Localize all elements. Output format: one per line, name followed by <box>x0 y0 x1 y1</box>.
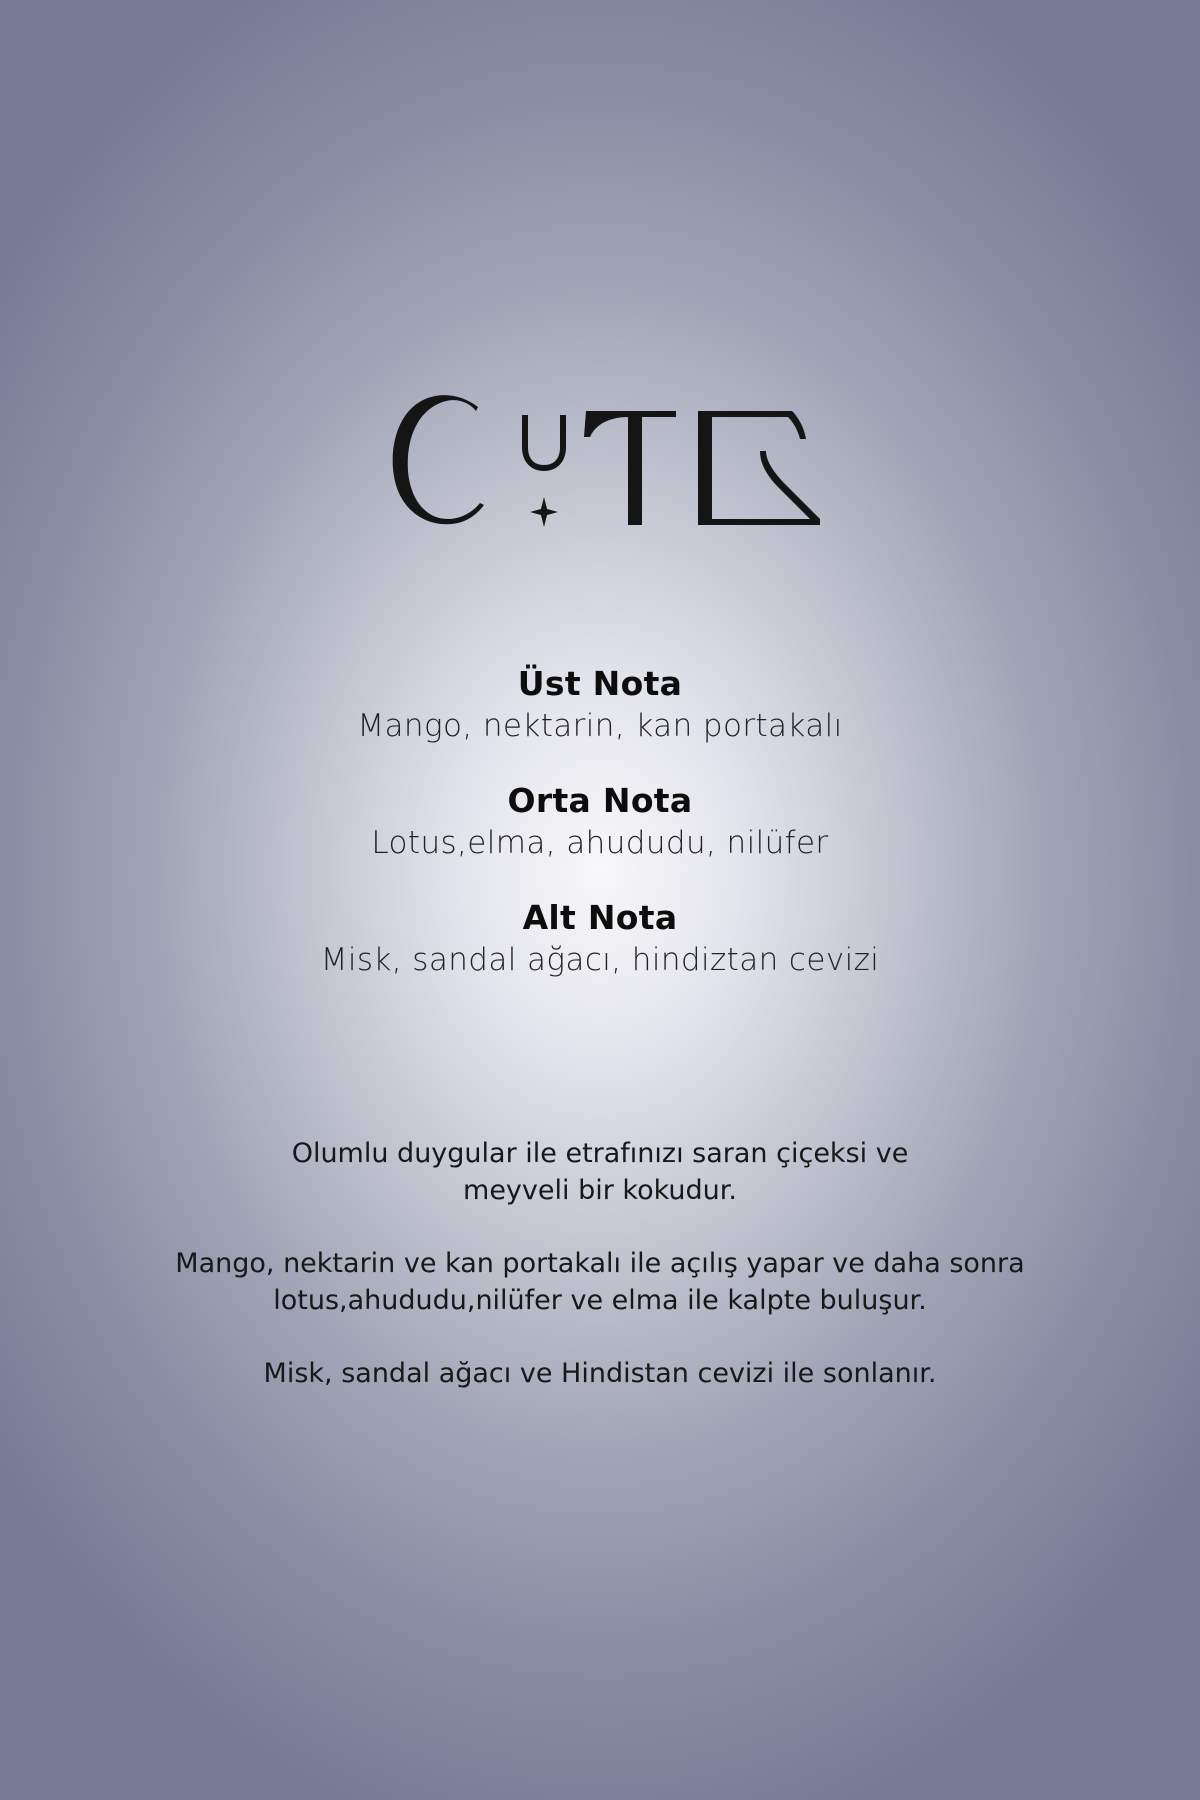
description-line: meyveli bir kokudur. <box>463 1175 737 1206</box>
description-paragraph-1 <box>100 1135 1100 1209</box>
base-note <box>0 896 1200 980</box>
base-note-items: Misk, sandal ağacı, hindiztan cevizi <box>320 942 880 978</box>
fragrance-notes <box>0 662 1200 1013</box>
top-note-title: Üst Nota <box>517 664 683 703</box>
description-paragraph-3 <box>100 1355 1100 1392</box>
middle-note <box>0 779 1200 863</box>
description-line: Mango, nektarin ve kan portakalı ile açılış yapar ve daha sonra <box>175 1248 1025 1279</box>
middle-note-items: Lotus,elma, ahududu, nilüfer <box>371 825 829 861</box>
middle-note-title: Orta Nota <box>507 781 693 820</box>
top-note-items: Mango, nektarin, kan portakalı <box>357 708 843 744</box>
cute-logo-graphic <box>380 385 820 535</box>
description-line: Olumlu duygular ile etrafınızı saran çiçeksi ve <box>291 1138 909 1169</box>
fragrance-description <box>100 1135 1100 1428</box>
description-line: lotus,ahududu,nilüfer ve elma ile kalpte buluşur. <box>273 1285 927 1316</box>
base-note-title: Alt Nota <box>522 898 678 937</box>
description-line: Misk, sandal ağacı ve Hindistan cevizi ile sonlanır. <box>263 1358 937 1389</box>
description-paragraph-2 <box>100 1245 1100 1319</box>
top-note <box>0 662 1200 746</box>
brand-logo <box>380 385 820 535</box>
